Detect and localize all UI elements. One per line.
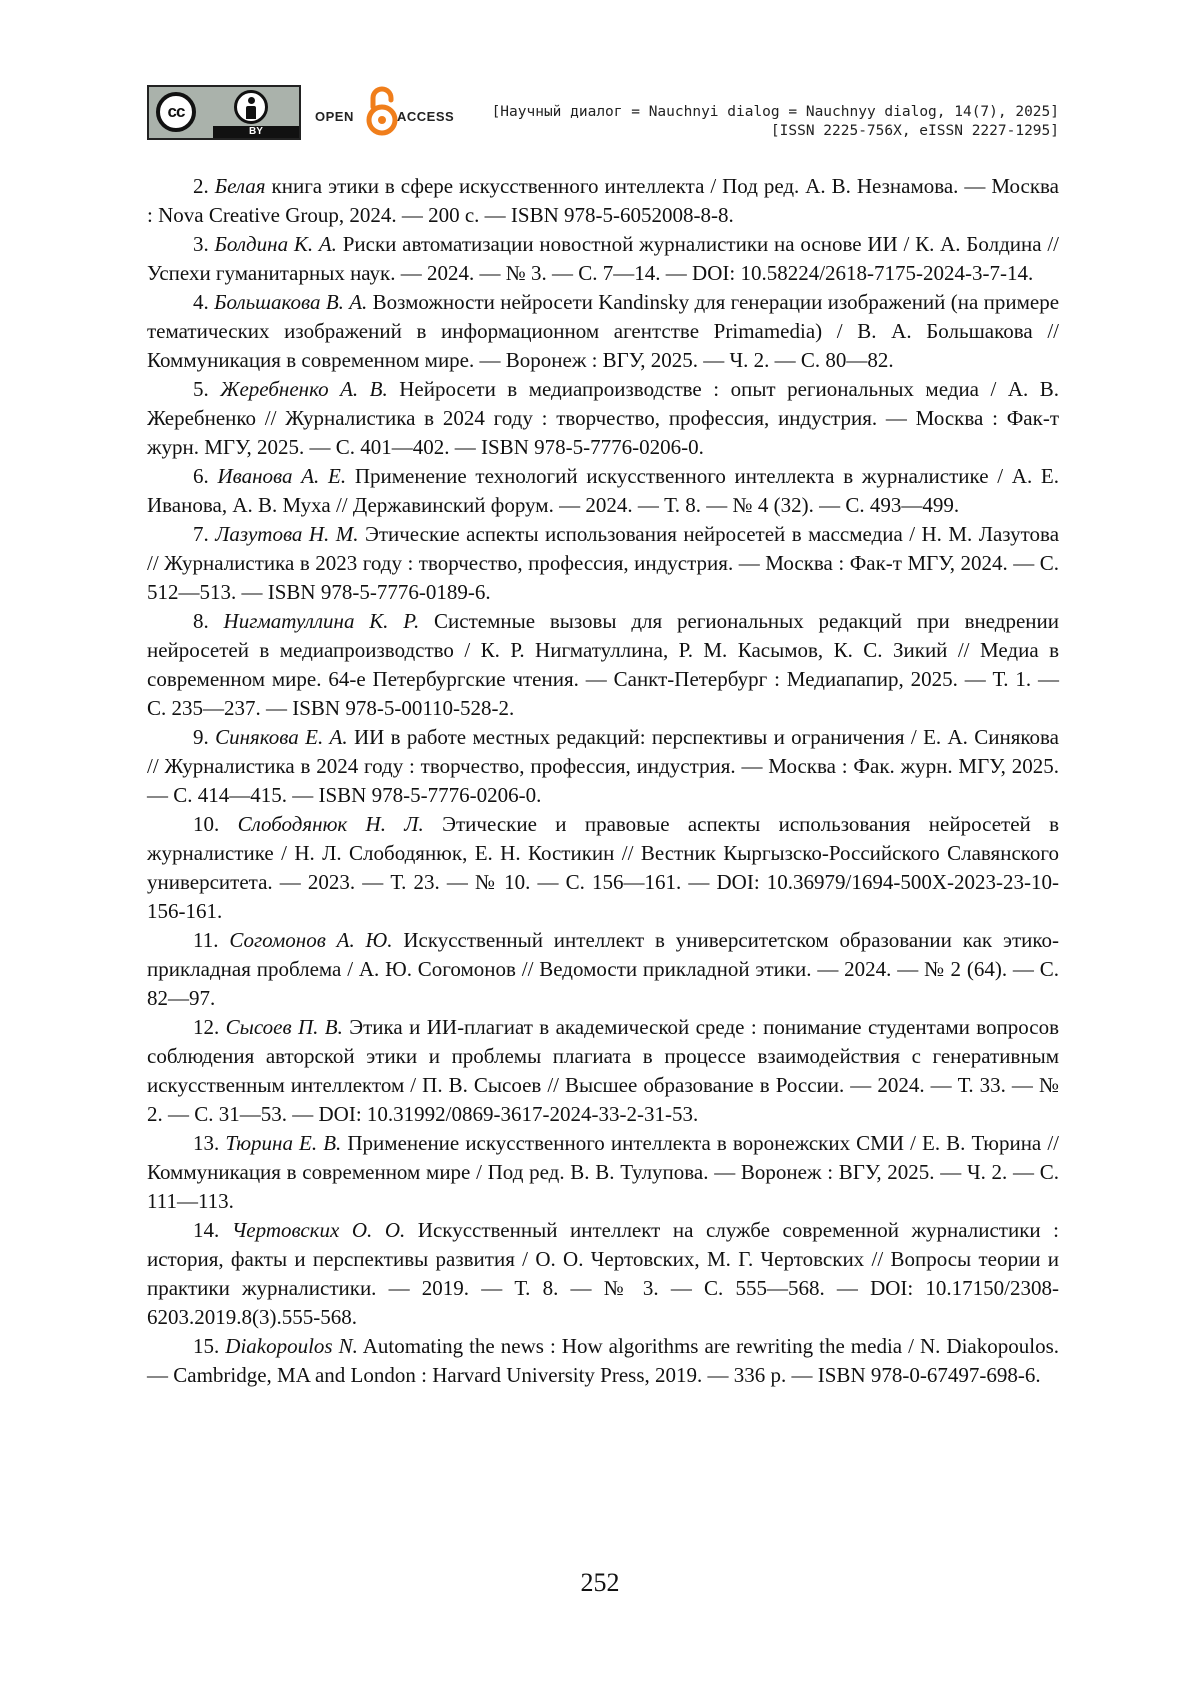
reference-item [147, 1013, 1059, 1129]
reference-item [147, 375, 1059, 462]
open-access-logo [315, 85, 465, 140]
reference-item [147, 1129, 1059, 1216]
reference-author: Сысоев П. В. [225, 1015, 343, 1039]
reference-item [147, 520, 1059, 607]
reference-list [147, 172, 1059, 1390]
reference-text: книга этики в сфере искусственного интеллекта / Под ред. А. В. Незнамова. — Москва : Nova Creative Group, 2024. — 200 с. — ISBN 978-5-6052008-8-8. [147, 174, 1059, 227]
reference-number: 13. [193, 1131, 220, 1155]
reference-text: Системные вызовы для региональных редакций при внедрении нейросетей в медиапроизводство / К. Р. Нигматуллина, Р. М. Касымов, К. С. Зикий // Медиа в современном мире. 64-е Петербургские чтения. — Санкт-Петербург : Медиапапир, 2025. — Т. 1. — С. 235—237. — ISBN 978-5-00110-528-2. [147, 609, 1060, 720]
reference-number: 8. [193, 609, 209, 633]
reference-author: Лазутова Н. М. [215, 522, 359, 546]
reference-text: Этические аспекты использования нейросетей в массмедиа / Н. М. Лазутова // Журналистика в 2023 году : творчество, профессия, индустрия. — Москва : Фак-т МГУ, 2024. — С. 512—513. — ISBN 978-5-7776-0189-6. [147, 522, 1060, 604]
reference-item [147, 926, 1059, 1013]
reference-text: Искусственный интеллект на службе современной журналистики : история, факты и перспективы развития / О. О. Чертовских, М. Г. Чертовских // Вопросы теории и практики журналистики. — 2019. — Т. 8. — № 3. — С. 555—568. — DOI: 10.17150/2308-6203.2019.8(3).555-568. [147, 1218, 1060, 1329]
reference-author: Слободянюк Н. Л. [237, 812, 424, 836]
reference-item [147, 462, 1059, 520]
reference-author: Чертовских О. О. [231, 1218, 406, 1242]
reference-author: Нигматуллина К. Р. [223, 609, 420, 633]
by-label: BY [213, 126, 299, 138]
reference-number: 12. [193, 1015, 220, 1039]
reference-number: 7. [193, 522, 209, 546]
open-access-open-text: OPEN [315, 109, 354, 124]
cc-by-license-badge [147, 85, 301, 140]
reference-author: Diakopoulos N. [225, 1334, 358, 1358]
attribution-person-icon [234, 90, 268, 124]
reference-number: 10. [193, 812, 220, 836]
reference-number: 9. [193, 725, 209, 749]
reference-author: Болдина К. А. [214, 232, 337, 256]
reference-item [147, 810, 1059, 926]
reference-item [147, 1216, 1059, 1332]
reference-text: Риски автоматизации новостной журналистики на основе ИИ / К. А. Болдина // Успехи гуманитарных наук. — 2024. — № 3. — С. 7—14. — DOI: 10.58224/2618-7175-2024-3-7-14. [147, 232, 1060, 285]
reference-item [147, 723, 1059, 810]
reference-author: Тюрина Е. В. [225, 1131, 342, 1155]
reference-item [147, 607, 1059, 723]
reference-number: 6. [193, 464, 209, 488]
reference-item [147, 230, 1059, 288]
reference-author: Жеребненко А. В. [220, 377, 388, 401]
reference-text: Применение технологий искусственного интеллекта в журналистике / А. Е. Иванова, А. В. Муха // Державинский форум. — 2024. — Т. 8. — № 4 (32). — С. 493—499. [147, 464, 1060, 517]
reference-number: 14. [193, 1218, 220, 1242]
creative-commons-icon: cc [156, 92, 196, 132]
reference-author: Большакова В. А. [214, 290, 368, 314]
journal-citation [492, 103, 1059, 141]
open-access-lock-icon [365, 85, 399, 137]
journal-line: [Научный диалог = Nauchnyi dialog = Nauchnyy dialog, 14(7), 2025] [491, 104, 1059, 120]
reference-number: 5. [193, 377, 209, 401]
reference-item [147, 1332, 1059, 1390]
issn-line: [ISSN 2225-756X, eISSN 2227-1295] [770, 123, 1059, 139]
reference-text: Применение искусственного интеллекта в воронежских СМИ / Е. В. Тюрина // Коммуникация в современном мире / Под ред. В. В. Тулупова. — Воронеж : ВГУ, 2025. — Ч. 2. — С. 111—113. [147, 1131, 1060, 1213]
reference-author: Иванова А. Е. [217, 464, 347, 488]
reference-number: 3. [193, 232, 209, 256]
reference-author: Синякова Е. А. [215, 725, 348, 749]
reference-item [147, 172, 1059, 230]
page-number: 252 [580, 1568, 620, 1597]
reference-number: 11. [193, 928, 219, 952]
reference-text: Искусственный интеллект в университетском образовании как этико-прикладная проблема / А. Ю. Согомонов // Ведомости прикладной этики. — 2024. — № 2 (64). — С. 82—97. [147, 928, 1060, 1010]
open-access-access-text: ACCESS [397, 109, 455, 124]
reference-text: Нейросети в медиапроизводстве : опыт региональных медиа / А. В. Жеребненко // Журналистика в 2024 году : творчество, профессия, индустрия. — Москва : Фак-т журн. МГУ, 2025. — С. 401—402. — ISBN 978-5-7776-0206-0. [147, 377, 1060, 459]
page-header [147, 85, 1059, 145]
reference-author: Белая [214, 174, 266, 198]
reference-text: Этика и ИИ-плагиат в академической среде : понимание студентами вопросов соблюдения авторской этики и проблемы плагиата в процессе взаимодействия с генеративным искусственным интеллектом / П. В. Сысоев // Высшее образование в России. — 2024. — Т. 33. — № 2. — С. 31—53. — DOI: 10.31992/0869-3617-2024-33-2-31-53. [147, 1015, 1060, 1126]
reference-text: Automating the news : How algorithms are rewriting the media / N. Diakopoulos. — Cambridge, MA and London : Harvard University Press, 2019. — 336 p. — ISBN 978-0-67497-698-6. [147, 1334, 1059, 1387]
reference-text: Возможности нейросети Kandinsky для генерации изображений (на примере тематических изображений в информационном агентстве Primamedia) / В. А. Большакова // Коммуникация в современном мире. — Воронеж : ВГУ, 2025. — Ч. 2. — С. 80—82. [147, 290, 1060, 372]
reference-number: 2. [193, 174, 209, 198]
reference-number: 15. [193, 1334, 220, 1358]
reference-item [147, 288, 1059, 375]
reference-author: Согомонов А. Ю. [229, 928, 393, 952]
reference-text: Этические и правовые аспекты использования нейросетей в журналистике / Н. Л. Слободянюк, Е. Н. Костикин // Вестник Кыргызско-Российского Славянского университета. — 2023. — Т. 23. — № 10. — С. 156—161. — DOI: 10.36979/1694-500X-2023-23-10-156-161. [147, 812, 1060, 923]
reference-text: ИИ в работе местных редакций: перспективы и ограничения / Е. А. Синякова // Журналистика в 2024 году : творчество, профессия, индустрия. — Москва : Фак. журн. МГУ, 2025. — С. 414—415. — ISBN 978-5-7776-0206-0. [147, 725, 1060, 807]
reference-number: 4. [193, 290, 209, 314]
